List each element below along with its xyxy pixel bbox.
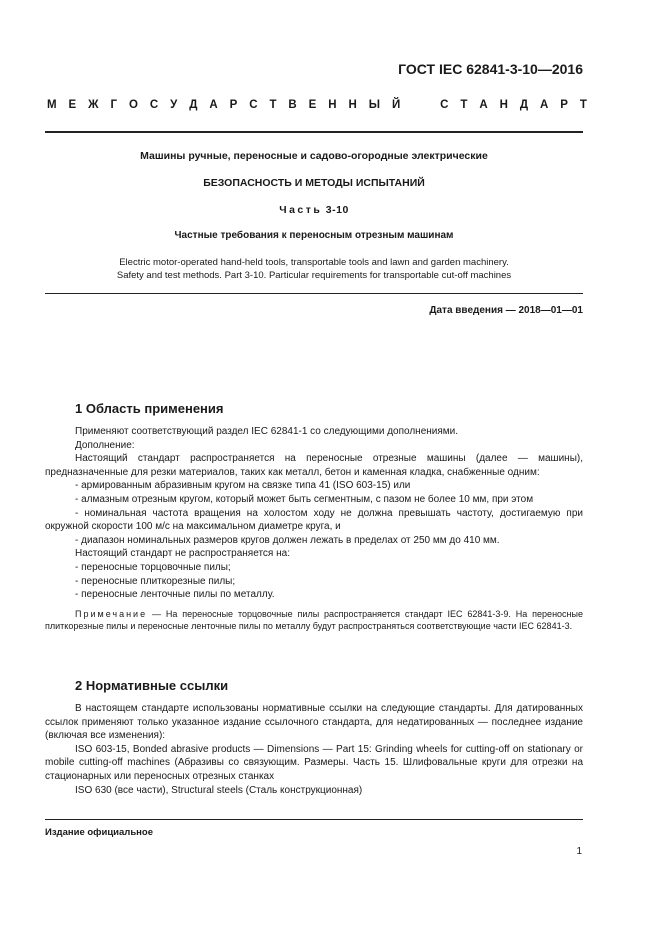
banner-letter: В xyxy=(288,99,297,111)
section-2-body xyxy=(45,702,583,797)
english-title-line-2: Safety and test methods. Part 3-10. Particular requirements for transportable cut-off machines xyxy=(116,270,512,281)
banner-letter: Ы xyxy=(368,99,381,111)
banner-letter: Р xyxy=(229,99,238,111)
banner-letter: С xyxy=(149,99,159,111)
banner-letter: Н xyxy=(348,99,357,111)
banner-letter: Н xyxy=(328,99,337,111)
list-item: - переносные ленточные пилы по металлу. xyxy=(75,589,275,601)
list-item: - алмазным отрезным кругом, который может быть сегментным, с пазом не более 10 мм, при этом xyxy=(75,493,534,505)
edition-label: Издание официальное xyxy=(45,827,153,838)
english-title-line-1: Electric motor-operated hand-held tools, transportable tools and lawn and garden machinery. xyxy=(119,257,509,268)
title-divider xyxy=(45,293,583,294)
banner-letter: А xyxy=(209,99,218,111)
banner-letter: Р xyxy=(560,99,568,111)
page-number: 1 xyxy=(576,846,582,857)
part-number: 3-10 xyxy=(325,204,349,216)
banner-letter: А xyxy=(479,99,488,111)
banner-letter: Е xyxy=(68,99,77,111)
banner-letter: Ж xyxy=(88,99,99,111)
title-line-2: БЕЗОПАСНОСТЬ И МЕТОДЫ ИСПЫТАНИЙ xyxy=(203,177,425,189)
list-item: - армированным абразивным кругом на связке типа 41 (ISO 603-15) или xyxy=(75,480,411,492)
paragraph: Настоящий стандарт распространяется на переносные отрезные машины (далее — машины), предназначенные для резки материалов, таких как металл, бетон и каменная кладка, снабженные одним: xyxy=(45,453,583,478)
title-line-1: Машины ручные, переносные и садово-огородные электрические xyxy=(140,150,488,162)
banner-letter: Т xyxy=(269,99,277,111)
list-item: - номинальная частота вращения на холостом ходу не должна превышать частоту, достигаемую при окружной скорости 100 м/с на максимальном диаметре круга, и xyxy=(45,507,583,533)
banner-letter: С xyxy=(440,99,449,111)
list-item: - переносные торцовочные пилы; xyxy=(75,561,231,573)
banner-letter: Д xyxy=(519,99,529,111)
paragraph: Дополнение: xyxy=(75,439,135,451)
banner-letter: Н xyxy=(499,99,508,111)
banner-letter: Й xyxy=(391,99,401,111)
banner-letter: Г xyxy=(110,99,118,111)
banner-letter: У xyxy=(170,99,178,111)
part-word: Часть xyxy=(279,204,323,216)
banner-gap xyxy=(412,99,428,111)
part-label xyxy=(45,204,583,216)
footer-divider xyxy=(45,819,583,820)
paragraph: В настоящем стандарте использованы нормативные ссылки на следующие стандарты. Для датированных ссылок применяют только указанное издание ссылочного стандарта, для недатированных — последнее издание (включая все изменения): xyxy=(45,703,583,742)
list-item: - диапазон номинальных размеров кругов должен лежать в пределах от 250 мм до 410 мм. xyxy=(75,534,500,546)
paragraph: Применяют соответствующий раздел IEC 62841-1 со следующими дополнениями. xyxy=(75,426,459,437)
banner-letter: Е xyxy=(308,99,317,111)
paragraph: ISO 603-15, Bonded abrasive products — Dimensions — Part 15: Grinding wheels for cutting-off on stationary or mobile cutting-off machines (Абразивы со связующим. Размеры. Часть 15. Шлифовальные круги для отрезки на стационарных или переносных отрезных станках xyxy=(45,743,583,782)
banner-letter: Д xyxy=(189,99,198,111)
banner-letter: А xyxy=(539,99,549,111)
list-item: - переносные плиткорезные пилы; xyxy=(75,575,236,587)
section-1-heading: 1 Область применения xyxy=(75,401,224,416)
banner-letter: Т xyxy=(579,99,587,111)
banner-letter: Т xyxy=(460,99,468,111)
intro-date: Дата введения — 2018—01—01 xyxy=(429,305,583,316)
note-label: Примечание xyxy=(75,608,148,619)
note xyxy=(45,608,583,633)
title-line-4: Частные требования к переносным отрезным машинам xyxy=(174,230,454,241)
standard-code: ГОСТ IEC 62841-3-10—2016 xyxy=(398,61,583,77)
banner-letter: О xyxy=(128,99,138,111)
english-title xyxy=(45,256,583,282)
paragraph: ISO 630 (все части), Structural steels (Сталь конструкционная) xyxy=(75,784,363,796)
interstate-standard-banner xyxy=(47,99,587,111)
paragraph: Настоящий стандарт не распространяется на: xyxy=(75,548,290,560)
banner-letter: С xyxy=(249,99,258,111)
header-divider xyxy=(45,131,583,133)
note-text: — На переносные торцовочные пилы распространяется стандарт IEC 62841-3-9. На переносные плиткорезные пилы и переносные ленточные пилы по металлу будут распространяться соответствующие части IEC 62841-3. xyxy=(45,608,583,632)
section-2-heading: 2 Нормативные ссылки xyxy=(75,678,229,693)
banner-letter: М xyxy=(47,99,57,111)
section-1-body xyxy=(45,425,583,633)
